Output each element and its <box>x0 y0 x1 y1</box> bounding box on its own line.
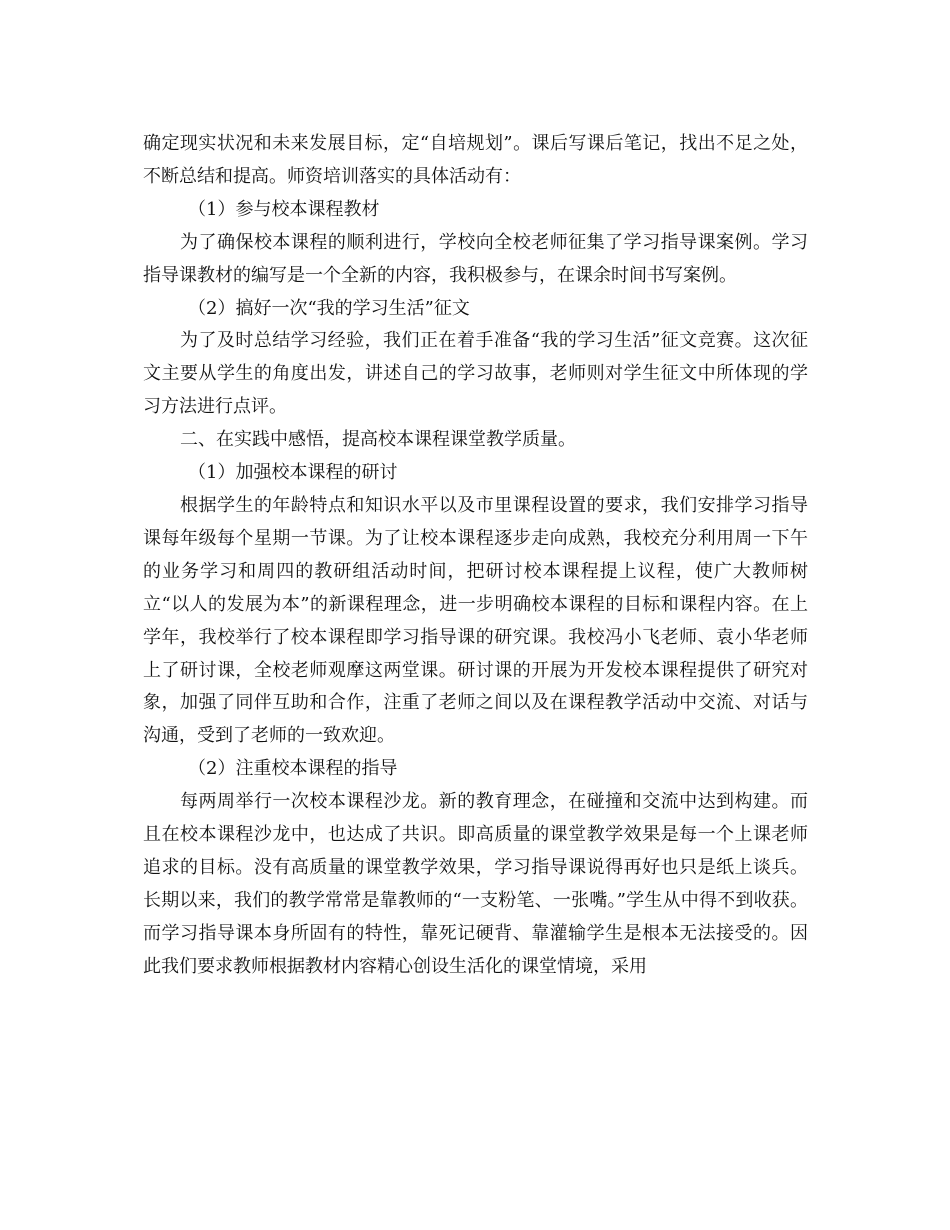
subheading-essay: （2）搞好一次“我的学习生活”征文 <box>188 297 470 319</box>
paragraph-intro: 确定现实状况和未来发展目标，定“自培规划”。课后写课后笔记，找出不足之处，不断总结和提高。师资培训落实的具体活动有： <box>143 133 808 187</box>
subheading-textbook: （1）参与校本课程教材 <box>188 198 380 220</box>
section-heading-practice: 二、在实践中感悟，提高校本课程课堂教学质量。 <box>180 429 576 451</box>
subheading-guidance: （2）注重校本课程的指导 <box>188 758 398 780</box>
paragraph-research: 根据学生的年龄特点和知识水平以及市里课程设置的要求，我们安排学习指导课每年级每个星期一节课。为了让校本课程逐步走向成熟，我校充分利用周一下午的业务学习和周四的教研组活动时间，把研讨校本课程提上议程，使广大教师树立“以人的发展为本”的新课程理念，进一步明确校本课程的目标和课程内容。在上学年，我校举行了校本课程即学习指导课的研究课。我校冯小飞老师、袁小华老师上了研讨课，全校老师观摩这两堂课。研讨课的开展为开发校本课程提供了研究对象，加强了同伴互助和合作，注重了老师之间以及在课程教学活动中交流、对话与沟通，受到了老师的一致欢迎。 <box>143 494 808 747</box>
paragraph-guidance: 每两周举行一次校本课程沙龙。新的教育理念，在碰撞和交流中达到构建。而且在校本课程沙龙中，也达成了共识。即高质量的课堂教学效果是每一个上课老师追求的目标。没有高质量的课堂教学效果，学习指导课说得再好也只是纸上谈兵。长期以来，我们的教学常常是靠教师的“一支粉笔、一张嘴。”学生从中得不到收获。而学习指导课本身所固有的特性，靠死记硬背、靠灌输学生是根本无法接受的。因此我们要求教师根据教材内容精心创设生活化的课堂情境，采用 <box>143 791 808 977</box>
document-page <box>143 128 808 984</box>
subheading-research: （1）加强校本课程的研讨 <box>188 462 398 484</box>
paragraph-essay: 为了及时总结学习经验，我们正在着手准备“我的学习生活”征文竞赛。这次征文主要从学生的角度出发，讲述自己的学习故事，老师则对学生征文中所体现的学习方法进行点评。 <box>143 330 808 418</box>
paragraph-textbook: 为了确保校本课程的顺利进行，学校向全校老师征集了学习指导课案例。学习指导课教材的编写是一个全新的内容，我积极参与，在课余时间书写案例。 <box>143 231 808 286</box>
